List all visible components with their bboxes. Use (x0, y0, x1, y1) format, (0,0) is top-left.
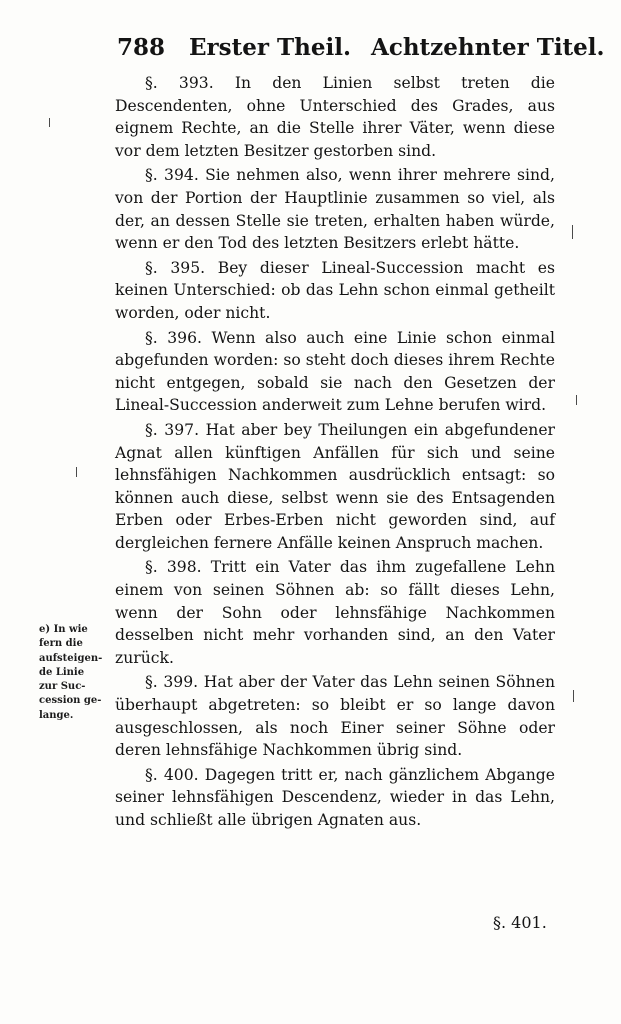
text-body (115, 72, 555, 832)
margin-note-line: aufsteigen- (39, 652, 103, 664)
ink-mark (76, 467, 77, 477)
margin-note-line: fern die (39, 638, 83, 650)
running-header (117, 32, 605, 64)
catchword: §. 401. (493, 913, 547, 932)
paragraph-400: §. 400. Dagegen tritt er, nach gänzlichem Abgange seiner lehnsfähigen Descendenz, wieder in das Lehn, und schließt alle übrigen Agnaten aus. (115, 765, 555, 829)
margin-note-line: cession ge- (39, 695, 102, 707)
paragraph-399: §. 399. Hat aber der Vater das Lehn seinen Söhnen überhaupt abgetreten: so bleibt er so lange davon ausgeschlossen, als noch Einer seiner Söhne oder deren lehnsfähige Nachkommen übrig sind. (115, 673, 555, 760)
paragraph-396: §. 396. Wenn also auch eine Linie schon einmal abgefunden worden: so steht doch dieses ihrem Rechte nicht entgegen, sobald sie nach den Gesetzen der Lineal-Succession anderweit zum Lehne berufen wird. (115, 328, 555, 415)
part-title: Erster Theil. (189, 34, 351, 61)
ink-mark (572, 225, 573, 239)
ink-mark (573, 690, 574, 702)
paragraph-395: §. 395. Bey dieser Lineal-Succession macht es keinen Unterschied: ob das Lehn schon einmal getheilt worden, oder nicht. (115, 258, 555, 322)
paragraph-393: §. 393. In den Linien selbst treten die Descendenten, ohne Unterschied des Grades, aus eignem Rechte, an die Stelle ihrer Väter, wenn diese vor dem letzten Besitzer gestorben sind. (115, 74, 555, 160)
margin-note-line: e) In wie (39, 624, 88, 635)
margin-note-line: zur Suc- (39, 681, 86, 693)
page-number: 788 (117, 34, 166, 61)
margin-note (39, 623, 111, 723)
section-title: Achtzehnter Titel. (370, 34, 605, 61)
ink-mark (576, 395, 577, 405)
margin-note-line: lange. (39, 709, 74, 721)
paragraph-394: §. 394. Sie nehmen also, wenn ihrer mehrere sind, von der Portion der Hauptlinie zusammen so viel, als der, an dessen Stelle sie treten, erhalten haben würde, wenn er den Tod des letzten Besitzers erlebt hätte. (115, 166, 555, 253)
paragraph-398: §. 398. Tritt ein Vater das ihm zugefallene Lehn einem von seinen Söhnen ab: so fällt dieses Lehn, wenn der Sohn oder lehnsfähige Nachkommen desselben nicht mehr vorhanden sind, an den Vater zurück. (115, 558, 555, 667)
paragraph-397: §. 397. Hat aber bey Theilungen ein abgefundener Agnat allen künftigen Anfällen für sich und seine lehnsfähigen Nachkommen ausdrücklich entsagt: so können auch diese, selbst wenn sie des Entsagenden Erben oder Erbes-Erben nicht geworden sind, auf dergleichen fernere Anfälle keinen Anspruch machen. (115, 420, 555, 552)
margin-note-line: de Linie (39, 666, 85, 678)
ink-mark (49, 118, 50, 127)
